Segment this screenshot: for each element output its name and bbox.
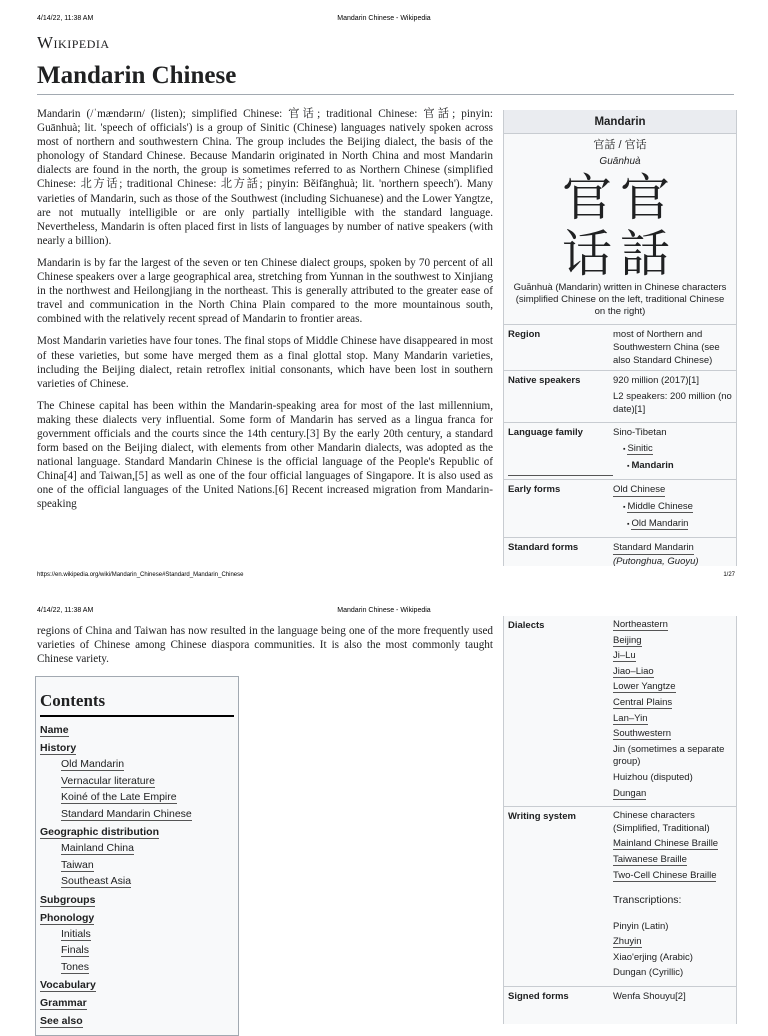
early-old-mandarin[interactable]: ▪ Old Mandarin — [627, 517, 732, 531]
transcription-xiaoerjing[interactable]: Xiao'erjing (Arabic) — [613, 951, 693, 963]
article-body — [37, 107, 493, 520]
transcription-pinyin[interactable]: Pinyin (Latin) — [613, 920, 669, 932]
toc-geographic-distribution[interactable]: Geographic distribution — [40, 826, 160, 838]
writing-two-cell-braille[interactable]: Two-Cell Chinese Braille — [613, 869, 717, 881]
article-body-continued — [37, 624, 493, 674]
dialect-southwestern[interactable]: Southwestern — [613, 728, 672, 740]
char-guan-simplified: 官 — [562, 169, 620, 227]
infobox-row-family — [504, 422, 736, 479]
writing-taiwanese-braille[interactable]: Taiwanese Braille — [613, 853, 687, 865]
char-hua-traditional: 話 — [620, 225, 678, 283]
infobox-row-region — [504, 324, 736, 370]
toc-old-mandarin[interactable]: Old Mandarin — [61, 758, 125, 770]
dialect-central-plains[interactable]: Central Plains — [613, 696, 673, 708]
family-mandarin: ▪ Mandarin — [627, 459, 732, 473]
toc-grammar[interactable]: Grammar — [40, 997, 87, 1009]
paragraph-distribution: Mandarin is by far the largest of the seven or ten Chinese dialect groups, spoken by 70 percent of all Chinese speakers over a large geographical area, stretching from Yunnan in the southwest to Xinjiang in the northwest and Heilongjiang in the northeast. This is generally attributed to the greater ease of travel and communication in the North China Plain compared to the more mountainous south, combined with the relatively recent spread of Mandarin to frontier areas. — [37, 256, 493, 326]
standard-forms-label: Standard forms — [508, 542, 579, 553]
transcription-zhuyin[interactable]: Zhuyin — [613, 936, 642, 948]
infobox-row-standard-forms — [504, 537, 736, 566]
paragraph-tones: Most Mandarin varieties have four tones. The final stops of Middle Chinese have disappeared in most of these varieties, but some have merged them as a final glottal stop. Many Mandarin varieties, including the Beijing dialect, retain retroflex initial consonants, which have been lost in southern varieties of Chinese. — [37, 335, 493, 390]
early-old-chinese[interactable]: Old Chinese — [613, 484, 666, 495]
char-guan-traditional: 官 — [620, 169, 678, 227]
dialect-huizhou[interactable]: Huizhou (disputed) — [613, 771, 693, 783]
infobox-row-dialects — [504, 616, 736, 806]
infobox-romanization: Guānhuà — [599, 156, 641, 167]
family-sino-tibetan: Sino-Tibetan — [613, 427, 667, 438]
toc-vernacular-literature[interactable]: Vernacular literature — [61, 774, 155, 787]
print-page-title-2: Mandarin Chinese - Wikipedia — [337, 607, 431, 614]
infobox-native-chars: 官話 / 官话 — [593, 139, 647, 151]
toc-koine[interactable]: Koiné of the Late Empire — [61, 791, 177, 803]
table-of-contents — [35, 676, 239, 1036]
toc-history[interactable]: History — [40, 742, 77, 754]
infobox-continued — [503, 616, 737, 1024]
early-middle-chinese[interactable]: ▪ Middle Chinese — [623, 500, 732, 514]
transcription-dungan[interactable]: Dungan (Cyrillic) — [613, 967, 684, 979]
dialect-jiao-liao[interactable]: Jiao–Liao — [613, 665, 654, 677]
dialect-lower-yangtze[interactable]: Lower Yangtze — [613, 681, 676, 693]
print-datetime-2: 4/14/22, 11:38 AM — [37, 607, 94, 614]
paragraph-history: The Chinese capital has been within the Mandarin-speaking area for most of the last millennium, making these dialects very influential. Some form of Mandarin has served as a lingua franca for government officials and the courts since the 14th century.[3] By the early 20th century, a standard form based on the Beijing dialect, with elements from other Mandarin dialects, was adopted as the national language. Standard Mandarin Chinese is the official language of the People's Republic of China[4] and Taiwan,[5] as well as one of the four official languages of Singapore. It is also used as one of the official languages of the United Nations.[6] Recent increased migration from Mandarin-speaking — [37, 399, 493, 511]
dialect-dungan[interactable]: Dungan — [613, 787, 647, 799]
title-divider — [37, 94, 734, 95]
article-title: Mandarin Chinese — [37, 62, 237, 89]
print-page-number: 1/27 — [723, 572, 735, 578]
toc-name[interactable]: Name — [40, 724, 69, 736]
standard-alt-names: (Putonghua, Guoyu) — [613, 556, 699, 566]
toc-southeast-asia[interactable]: Southeast Asia — [61, 875, 132, 887]
toc-taiwan[interactable]: Taiwan — [61, 858, 94, 871]
native-speakers-label: Native speakers — [508, 375, 581, 386]
toc-mainland-china[interactable]: Mainland China — [61, 842, 134, 854]
infobox-native — [504, 134, 736, 170]
infobox-character-image — [504, 170, 736, 282]
infobox-caption: Guānhuà (Mandarin) written in Chinese characters (simplified Chinese on the left, traditional Chinese on the right) — [513, 282, 727, 317]
dialect-ji-lu[interactable]: Ji–Lu — [613, 650, 636, 662]
contents-heading: Contents — [40, 691, 234, 717]
infobox — [503, 110, 737, 566]
writing-mainland-braille[interactable]: Mainland Chinese Braille — [613, 838, 719, 850]
dialect-beijing[interactable]: Beijing — [613, 634, 642, 646]
toc-vocabulary[interactable]: Vocabulary — [40, 979, 96, 991]
infobox-row-native-speakers — [504, 370, 736, 422]
wikipedia-wordmark[interactable]: Wikipedia — [37, 33, 110, 52]
toc-subgroups[interactable]: Subgroups — [40, 893, 96, 906]
char-hua-simplified: 话 — [562, 225, 620, 283]
infobox-row-signed — [504, 986, 736, 1006]
signed-forms-label: Signed forms — [508, 991, 569, 1003]
dialects-label: Dialects — [508, 620, 545, 631]
print-page-title: Mandarin Chinese - Wikipedia — [337, 15, 431, 22]
dialect-northeastern[interactable]: Northeastern — [613, 619, 668, 630]
family-sinitic[interactable]: ▪ Sinitic — [623, 442, 732, 456]
paragraph-diaspora: regions of China and Taiwan has now resulted in the language being one of the more frequently used varieties of Chinese among Chinese diaspora communities. It is also the most commonly taught Chinese variety. — [37, 625, 493, 666]
early-forms-label: Early forms — [508, 484, 561, 495]
toc-phonology[interactable]: Phonology — [40, 911, 95, 924]
infobox-title: Mandarin — [504, 110, 736, 134]
standard-mandarin-link[interactable]: Standard Mandarin — [613, 542, 694, 553]
print-url: https://en.wikipedia.org/wiki/Mandarin_Chinese#Standard_Mandarin_Chinese — [37, 572, 244, 578]
family-label[interactable]: Language family — [508, 426, 613, 476]
l2-speakers-value: L2 speakers: 200 million (no date)[1] — [613, 391, 732, 415]
signed-forms-value: Wenfa Shouyu[2] — [613, 991, 686, 1003]
native-speakers-value: 920 million (2017)[1] — [613, 375, 700, 386]
region-label: Region — [508, 329, 541, 340]
dialect-jin[interactable]: Jin (sometimes a separate group) — [613, 743, 725, 768]
print-header — [0, 15, 768, 25]
dialect-lan-yin[interactable]: Lan–Yin — [613, 712, 648, 724]
writing-label[interactable]: Writing system — [508, 811, 576, 823]
transcriptions-label: Transcriptions: — [613, 894, 682, 907]
infobox-row-writing — [504, 806, 736, 986]
toc-initials[interactable]: Initials — [61, 927, 91, 940]
paragraph-intro: Mandarin (/ˈmændərɪn/ (listen); simplified Chinese: 官话; traditional Chinese: 官話; pinyin: Guānhuà; lit. 'speech of officials') is a group of Sinitic (Chinese) languages natively spoken across most of northern and southwestern China. The group includes the Beijing dialect, the basis of the phonology of Standard Chinese. Because Mandarin originated in North China and most Mandarin dialects are found in the north, the group is sometimes referred to as Northern Chinese (simplified Chinese: 北方话; traditional Chinese: 北方話; pinyin: Běifānghuà; lit. 'northern speech'). Many varieties of Mandarin, such as those of the Southwest (including Sichuanese) and the Lower Yangtze, are not mutually intelligible or are only partially intelligible with the standard language. Nevertheless, Mandarin is often placed first in lists of languages by number of native speakers (with nearly a billion). — [37, 108, 493, 247]
print-datetime: 4/14/22, 11:38 AM — [37, 15, 94, 22]
region-value: most of Northern and Southwestern China (see also Standard Chinese) — [613, 329, 720, 366]
toc-standard-mandarin[interactable]: Standard Mandarin Chinese — [61, 807, 192, 820]
infobox-row-early-forms — [504, 479, 736, 537]
toc-finals[interactable]: Finals — [61, 944, 90, 956]
toc-see-also[interactable]: See also — [40, 1015, 83, 1027]
writing-chinese-characters[interactable]: Chinese characters (Simplified, Traditional) — [613, 810, 710, 834]
toc-tones[interactable]: Tones — [61, 960, 90, 973]
